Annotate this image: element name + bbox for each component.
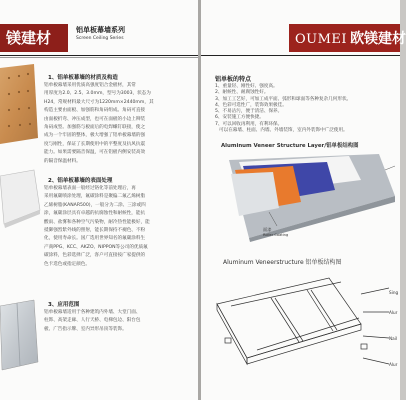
- diagram2-title: Aluminum Veneerstructure 铝单板结构图: [223, 259, 342, 266]
- left-page: [0, 0, 198, 400]
- technical-structure-drawing: [211, 268, 400, 396]
- series-subtitle: Screen Ceiling Series: [76, 36, 124, 41]
- white-panel-image: [0, 170, 40, 228]
- feature-item: 3、加工工艺好，可加工成平面、弧形和球面等各种复杂几何形状。: [215, 96, 352, 102]
- brand-name-en: OUMEI: [295, 32, 348, 47]
- coating-label: 面漆: [263, 227, 272, 232]
- header-rule: [0, 55, 198, 56]
- features-list: [215, 84, 351, 134]
- feature-item-extra: 可以在幕墙、柱面、内墙、外墙装饰，室内外装饰中广泛使用。: [219, 128, 348, 134]
- series-title: 铝单板幕墙系列: [76, 26, 125, 34]
- feature-item: 6、安装施工方便快捷。: [215, 115, 264, 121]
- drawing-label: Sing: [389, 290, 399, 295]
- drawing-label: Nail: [389, 336, 398, 341]
- brand-banner-left: 镁建材: [0, 24, 68, 52]
- section-title-application: 3、应用范围: [48, 302, 80, 308]
- brand-banner-right: [289, 24, 406, 52]
- section-body-surface: 铝单板幕墙表面一般经过铬化等前处理后，再 采用氟碳喷涂处理，氟碳涂料是聚偏二氟乙烯树脂 乙烯树脂(KANAR500)，一般分为二涂、三涂或四 涂，氟碳涂层具有卓越的抗腐蚀性和耐候性，能抗 酸雨、盐雾和各种空气污染物，耐冷热性能极好，能 抵御强烈紫外线的照射，能长期保持不褪色、不粉 化，使用寿命长。国广选用世界知名的氟碳涂料生 产商PPG、KCC、AKZO、NIPPON等公司的优质氟 碳涂料，色彩选择广泛，客户可直接按广家提供的 色卡选色或指定颜色。: [44, 186, 150, 267]
- section-body-material: 铝单板幕墙采用优质高强度铝合金板材，其常 用厚度为2.0、2.5、3.0mm，型号为3003，状态为 H24，常规材料最大尺寸为1220mm×2440mm，其 构造主要由面板、加强筋和角码组成。角码可直接 由面板折弯、冲压成型，也可在面板的小边上铆装 角码成型。加强筋与板面后的电焊螺钉联接，使之 成为一个牢固的整体，极大增强了铝单板幕墙的强 度与刚性，保证了长期使用中的平整度及抗风抗震 能力。如果需要隔音保温，可在铝板内侧安装高效 的隔音保温材料。: [44, 83, 154, 164]
- feature-item: 1、重量轻、刚性好、强度高。: [215, 84, 278, 89]
- diagram1-title: Aluminum Veneer Structure Layer/铝单板结构图: [221, 143, 359, 149]
- feature-item: 4、色彩可选性广，装饰效果极佳。: [215, 102, 287, 108]
- right-page: [201, 0, 406, 400]
- wood-panel-image: [0, 64, 38, 144]
- header-rule-thin: [0, 57, 198, 58]
- coating-label-en: Roller Coating: [263, 233, 289, 237]
- drawing-label: Alur: [389, 310, 398, 315]
- brand-name-cn: 欧镁建材: [350, 31, 406, 47]
- series-heading: [76, 25, 125, 41]
- features-title: 铝单板的特点: [215, 76, 252, 83]
- drawing-label: Alur: [389, 362, 398, 367]
- section-title-surface: 2、铝单板幕墙的表面处理: [48, 178, 113, 184]
- header-rule-right: [201, 55, 400, 56]
- section-body-application: 铝单板幕墙适用于各种建筑内外墙、大堂门面、 柱饰、高架走廊、人行天桥、电梯包边、阳台包 板、广告指示牌、室内异形吊顶等装饰。: [44, 310, 141, 332]
- layer-structure-diagram: [209, 150, 400, 242]
- feature-item: 7、可以回收再利用，有利环保。: [215, 121, 283, 127]
- feature-item: 5、不易沾污，便于清洁、保养。: [215, 109, 283, 115]
- silver-panel-image: [0, 300, 40, 370]
- feature-item: 2、耐候性、耐腐蚀性好。: [215, 90, 269, 96]
- section-title-material: 1、铝单板幕墙的材质及构造: [48, 75, 118, 81]
